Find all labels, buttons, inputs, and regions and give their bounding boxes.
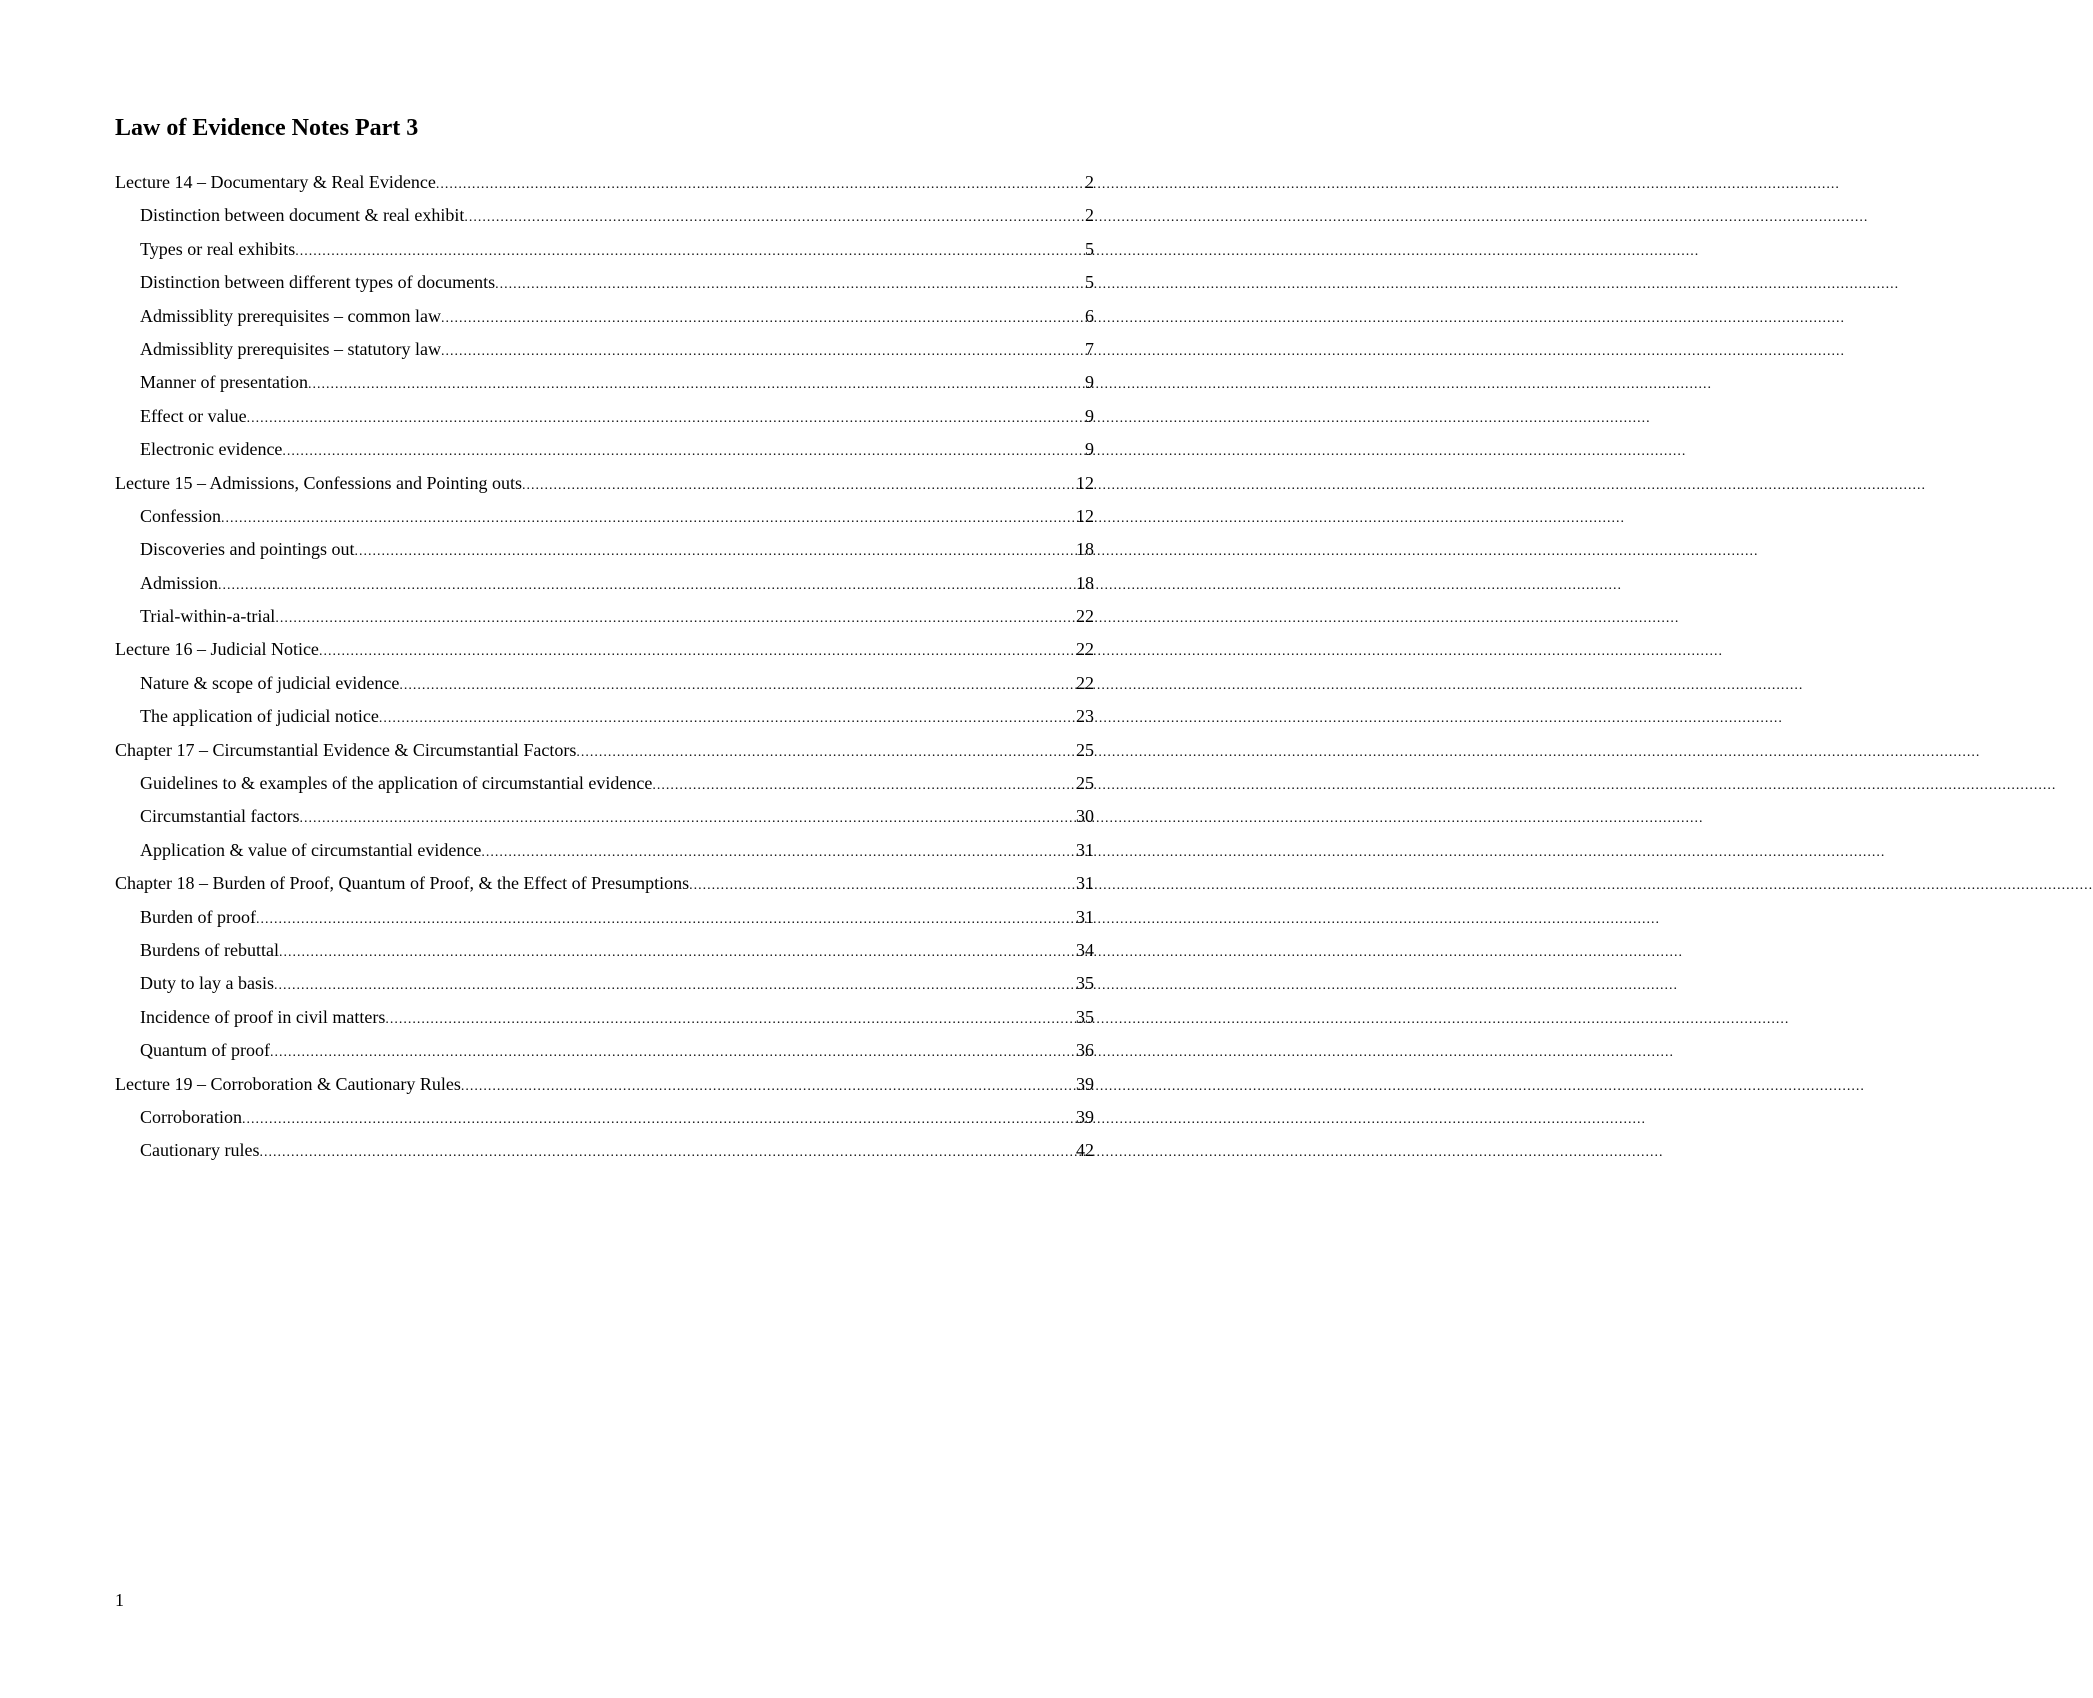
- toc-entry-page-number: 2: [1085, 172, 1094, 192]
- toc-entry-title: Lecture 19 – Corroboration & Cautionary Rules: [115, 1073, 461, 1094]
- toc-entry-page-number: 39: [1076, 1073, 1094, 1094]
- toc-dot-leader: [308, 366, 1085, 401]
- toc-chapter-entry[interactable]: [115, 633, 1094, 666]
- toc-entry-title: Chapter 18 – Burden of Proof, Quantum of Proof, & the Effect of Presumptions: [115, 873, 690, 894]
- toc-entry-title: Lecture 16 – Judicial Notice: [115, 639, 319, 660]
- toc-dot-leader: [441, 300, 1085, 335]
- toc-section-entry[interactable]: [115, 366, 1094, 399]
- toc-section-entry[interactable]: [115, 967, 1094, 1000]
- toc-entry-title: Effect or value: [140, 405, 247, 426]
- toc-entry-title: Lecture 14 – Documentary & Real Evidence: [115, 172, 436, 192]
- toc-dot-leader: [379, 700, 1076, 735]
- toc-section-entry[interactable]: [115, 199, 1094, 232]
- toc-section-entry[interactable]: [115, 233, 1094, 266]
- toc-entry-title: Corroboration: [140, 1106, 242, 1127]
- toc-section-entry[interactable]: [115, 800, 1094, 833]
- toc-dot-leader: [274, 967, 1076, 1002]
- toc-section-entry[interactable]: [115, 500, 1094, 533]
- toc-section-entry[interactable]: [115, 300, 1094, 333]
- toc-dot-leader: [481, 834, 1076, 869]
- toc-entry-page-number: 31: [1076, 839, 1094, 860]
- toc-entry-title: Burden of proof: [140, 906, 256, 927]
- toc-section-entry[interactable]: [115, 567, 1094, 600]
- toc-entry-title: Nature & scope of judicial evidence: [140, 672, 400, 693]
- toc-section-entry[interactable]: [115, 266, 1094, 299]
- toc-entry-page-number: 42: [1076, 1140, 1094, 1161]
- toc-entry-title: Lecture 15 – Admissions, Confessions and Pointing outs: [115, 472, 522, 493]
- toc-entry-page-number: 12: [1076, 505, 1094, 526]
- toc-section-entry[interactable]: [115, 901, 1094, 934]
- toc-entry-title: Burdens of rebuttal: [140, 939, 279, 960]
- toc-entry-page-number: 9: [1085, 439, 1094, 460]
- toc-entry-title: Duty to lay a basis: [140, 973, 274, 994]
- toc-entry-title: Admission: [140, 572, 219, 593]
- page-number: 1: [115, 1590, 124, 1610]
- toc-entry-title: Distinction between document & real exhibit: [140, 205, 465, 226]
- toc-section-entry[interactable]: [115, 333, 1094, 366]
- toc-entry-title: Discoveries and pointings out: [140, 539, 355, 560]
- toc-chapter-entry[interactable]: [115, 166, 1094, 199]
- toc-dot-leader: [689, 867, 1076, 902]
- toc-dot-leader: [576, 734, 1076, 769]
- toc-dot-leader: [319, 633, 1076, 668]
- toc-entry-page-number: 2: [1085, 205, 1094, 226]
- toc-dot-leader: [436, 166, 1085, 201]
- toc-dot-leader: [295, 233, 1085, 268]
- toc-section-entry[interactable]: [115, 934, 1094, 967]
- toc-dot-leader: [282, 433, 1085, 468]
- table-of-contents: [115, 166, 1094, 1168]
- page-title: Law of Evidence Notes Part 3: [115, 115, 419, 141]
- toc-entry-title: Guidelines to & examples of the application of circumstantial evidence: [140, 773, 653, 794]
- toc-dot-leader: [256, 901, 1076, 936]
- toc-entry-title: Circumstantial factors: [140, 806, 300, 827]
- toc-entry-page-number: 25: [1076, 773, 1094, 794]
- toc-entry-title: Quantum of proof: [140, 1040, 270, 1061]
- toc-entry-page-number: 7: [1085, 338, 1094, 359]
- toc-entry-page-number: 35: [1076, 1006, 1094, 1027]
- toc-entry-page-number: 22: [1076, 639, 1094, 660]
- toc-section-entry[interactable]: [115, 834, 1094, 867]
- toc-entry-page-number: 31: [1076, 906, 1094, 927]
- toc-section-entry[interactable]: [115, 1001, 1094, 1034]
- toc-entry-page-number: 34: [1076, 939, 1094, 960]
- toc-chapter-entry[interactable]: [115, 1068, 1094, 1101]
- toc-section-entry[interactable]: [115, 433, 1094, 466]
- toc-dot-leader: [441, 333, 1085, 368]
- toc-dot-leader: [464, 199, 1085, 234]
- toc-dot-leader: [242, 1101, 1076, 1136]
- toc-entry-page-number: 9: [1085, 405, 1094, 426]
- toc-entry-title: Distinction between different types of documents: [140, 272, 496, 293]
- toc-section-entry[interactable]: [115, 400, 1094, 433]
- toc-entry-page-number: 12: [1076, 472, 1094, 493]
- toc-entry-title: Electronic evidence: [140, 439, 283, 460]
- toc-chapter-entry[interactable]: [115, 734, 1094, 767]
- toc-dot-leader: [275, 600, 1076, 635]
- toc-entry-page-number: 5: [1085, 272, 1094, 293]
- toc-entry-title: Chapter 17 – Circumstantial Evidence & Circumstantial Factors: [115, 739, 577, 760]
- toc-section-entry[interactable]: [115, 767, 1094, 800]
- toc-dot-leader: [247, 400, 1085, 435]
- toc-entry-page-number: 6: [1085, 305, 1094, 326]
- toc-dot-leader: [385, 1001, 1076, 1036]
- toc-entry-page-number: 18: [1076, 539, 1094, 560]
- toc-section-entry[interactable]: [115, 600, 1094, 633]
- toc-section-entry[interactable]: [115, 1134, 1094, 1167]
- toc-entry-title: The application of judicial notice: [140, 706, 379, 727]
- toc-dot-leader: [399, 667, 1076, 702]
- toc-entry-page-number: 25: [1076, 739, 1094, 760]
- toc-entry-page-number: 5: [1085, 238, 1094, 259]
- toc-entry-page-number: 30: [1076, 806, 1094, 827]
- toc-section-entry[interactable]: [115, 1101, 1094, 1134]
- toc-entry-page-number: 36: [1076, 1040, 1094, 1061]
- toc-entry-page-number: 22: [1076, 672, 1094, 693]
- toc-entry-title: Admissiblity prerequisites – statutory law: [140, 338, 441, 359]
- toc-dot-leader: [495, 266, 1085, 301]
- toc-entry-title: Application & value of circumstantial evidence: [140, 839, 482, 860]
- toc-dot-leader: [270, 1034, 1076, 1069]
- toc-chapter-entry[interactable]: [115, 867, 1094, 900]
- toc-entry-page-number: 39: [1076, 1106, 1094, 1127]
- toc-entry-page-number: 35: [1076, 973, 1094, 994]
- toc-entry-title: Admissiblity prerequisites – common law: [140, 305, 441, 326]
- toc-dot-leader: [522, 467, 1076, 502]
- toc-dot-leader: [221, 500, 1076, 535]
- toc-dot-leader: [218, 567, 1076, 602]
- toc-entry-title: Incidence of proof in civil matters: [140, 1006, 386, 1027]
- toc-dot-leader: [652, 767, 1076, 802]
- toc-entry-title: Manner of presentation: [140, 372, 308, 393]
- toc-entry-page-number: 9: [1085, 372, 1094, 393]
- toc-dot-leader: [354, 533, 1076, 568]
- toc-dot-leader: [259, 1134, 1076, 1169]
- toc-entry-title: Trial-within-a-trial: [140, 606, 276, 627]
- toc-entry-title: Cautionary rules: [140, 1140, 260, 1161]
- toc-entry-page-number: 31: [1076, 873, 1094, 894]
- toc-section-entry[interactable]: [115, 533, 1094, 566]
- toc-entry-title: Confession: [140, 505, 221, 526]
- toc-entry-page-number: 22: [1076, 606, 1094, 627]
- toc-dot-leader: [279, 934, 1076, 969]
- toc-chapter-entry[interactable]: [115, 467, 1094, 500]
- toc-section-entry[interactable]: [115, 667, 1094, 700]
- toc-entry-page-number: 18: [1076, 572, 1094, 593]
- toc-dot-leader: [461, 1068, 1076, 1103]
- toc-section-entry[interactable]: [115, 700, 1094, 733]
- toc-section-entry[interactable]: [115, 1034, 1094, 1067]
- toc-dot-leader: [299, 800, 1076, 835]
- toc-entry-title: Types or real exhibits: [140, 238, 296, 259]
- toc-entry-page-number: 23: [1076, 706, 1094, 727]
